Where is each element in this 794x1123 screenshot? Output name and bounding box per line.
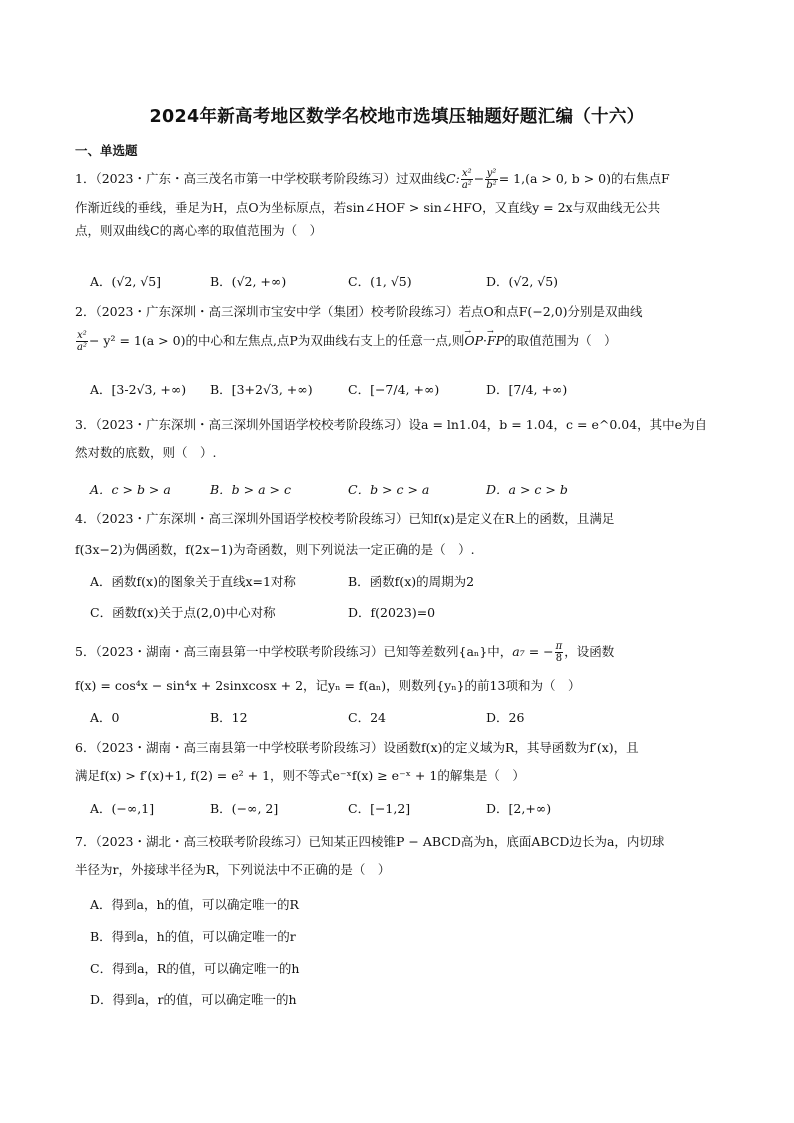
option-b[interactable]: B．得到a，h的值，可以确定唯一的r xyxy=(90,929,296,944)
option-c[interactable]: C．[−1,2] xyxy=(348,801,411,816)
option-b[interactable]: B．函数f(x)的周期为2 xyxy=(348,574,475,589)
option-c[interactable]: C．[−7/4, +∞) xyxy=(348,382,440,397)
question-6-line-1: 6．（2023・湖南・高三南县第一中学校联考阶段练习）设函数f(x)的定义域为R，其导函数为f′(x)，且 xyxy=(75,740,639,755)
page-title: 2024年新高考地区数学名校地市选填压轴题好题汇编（十六） xyxy=(149,107,645,127)
option-c[interactable]: C．b > c > a xyxy=(348,482,430,497)
fraction-y2-b2: $\frac{\text{y²}}{\text{b²}}$ xyxy=(486,168,497,191)
question-7-line-1: 7．（2023・湖北・高三校联考阶段练习）已知某正四棱锥P − ABCD高为h，底面ABCD边长为a，内切球 xyxy=(75,834,665,849)
option-a[interactable]: A．(√2, √5] xyxy=(90,274,162,289)
option-d[interactable]: D．[2,+∞) xyxy=(486,801,552,816)
question-1-line-1: 1．（2023・广东・高三茂名市第一中学校联考阶段练习）过双曲线C: $\frac{\text{x²}}{\text{a²}}$ − $\frac{\text{y²}}{\text{b²}}$ = 1,(a > 0, b > 0)的右焦点F xyxy=(75,168,670,191)
option-d[interactable]: D．得到a，r的值，可以确定唯一的h xyxy=(90,992,297,1007)
question-3-line-2: 然对数的底数，则（ ）. xyxy=(75,445,217,460)
option-a[interactable]: A．c > b > a xyxy=(90,482,171,497)
option-b[interactable]: B．[3+2√3, +∞) xyxy=(210,382,313,397)
option-d[interactable]: D．(√2, √5) xyxy=(486,274,559,289)
option-a[interactable]: A．函数f(x)的图象关于直线x=1对称 xyxy=(90,574,296,589)
option-b[interactable]: B．(√2, +∞) xyxy=(210,274,287,289)
option-a[interactable]: A．(−∞,1] xyxy=(90,801,155,816)
question-2-line-2: $\frac{\text{x²}}{\text{a²}}$ − y² = 1(a > 0)的中心和左焦点,点P为双曲线右支上的任意一点,则→ OP·→ FP的取值范围为（ ） xyxy=(75,330,725,353)
question-5-line-1: 5．（2023・湖南・高三南县第一中学校联考阶段练习）已知等差数列{aₙ}中，a₇ = − $\frac{\pi}{8}$ ，设函数 xyxy=(75,641,615,664)
option-a[interactable]: A．0 xyxy=(90,710,120,725)
question-5-line-2: f(x) = cos⁴x − sin⁴x + 2sinxcosx + 2，记yₙ = f(aₙ)，则数列{yₙ}的前13项和为（ ） xyxy=(75,678,581,693)
fraction-x2-a2: $\frac{\text{x²}}{\text{a²}}$ xyxy=(461,168,472,191)
section-heading: 一、单选题 xyxy=(75,143,138,158)
question-6-line-2: 满足f(x) > f′(x)+1, f(2) = e² + 1，则不等式e⁻ˣf(x) ≥ e⁻ˣ + 1的解集是（ ） xyxy=(75,768,525,783)
question-3-line-1: 3．（2023・广东深圳・高三深圳外国语学校校考阶段练习）设a = ln1.04，b = 1.04，c = e^0.04，其中e为自 xyxy=(75,417,708,432)
option-a[interactable]: A．[3-2√3, +∞) xyxy=(90,382,187,397)
option-d[interactable]: D．f(2023)=0 xyxy=(348,605,436,620)
fraction-x2-a2: $\frac{\text{x²}}{\text{a²}}$ xyxy=(77,330,87,353)
option-a[interactable]: A．得到a，h的值，可以确定唯一的R xyxy=(90,897,299,912)
option-c[interactable]: C．24 xyxy=(348,710,386,725)
option-d[interactable]: D．26 xyxy=(486,710,525,725)
option-c[interactable]: C．函数f(x)关于点(2,0)中心对称 xyxy=(90,605,276,620)
option-b[interactable]: B．12 xyxy=(210,710,248,725)
option-d[interactable]: D．[7/4, +∞) xyxy=(486,382,568,397)
option-b[interactable]: B．(−∞, 2] xyxy=(210,801,279,816)
question-2-line-1: 2．（2023・广东深圳・高三深圳市宝安中学（集团）校考阶段练习）若点O和点F(−2,0)分别是双曲线 xyxy=(75,304,643,319)
question-7-line-2: 半径为r，外接球半径为R，下列说法中不正确的是（ ） xyxy=(75,862,391,877)
question-4-line-2: f(3x−2)为偶函数，f(2x−1)为奇函数，则下列说法一定正确的是（ ）. xyxy=(75,542,475,557)
question-1-line-3: 点，则双曲线C的离心率的取值范围为（ ） xyxy=(75,223,323,238)
question-1-line-2: 作渐近线的垂线，垂足为H，点O为坐标原点，若sin∠HOF > sin∠HFO，又直线y = 2x与双曲线无公共 xyxy=(75,200,661,215)
option-c[interactable]: C．得到a，R的值，可以确定唯一的h xyxy=(90,961,300,976)
fraction-pi-8: $\frac{\pi}{8}$ xyxy=(555,641,563,664)
option-b[interactable]: B．b > a > c xyxy=(210,482,291,497)
option-c[interactable]: C．(1, √5) xyxy=(348,274,412,289)
option-d[interactable]: D．a > c > b xyxy=(486,482,568,497)
question-4-line-1: 4．（2023・广东深圳・高三深圳外国语学校校考阶段练习）已知f(x)是定义在R上的函数，且满足 xyxy=(75,511,615,526)
